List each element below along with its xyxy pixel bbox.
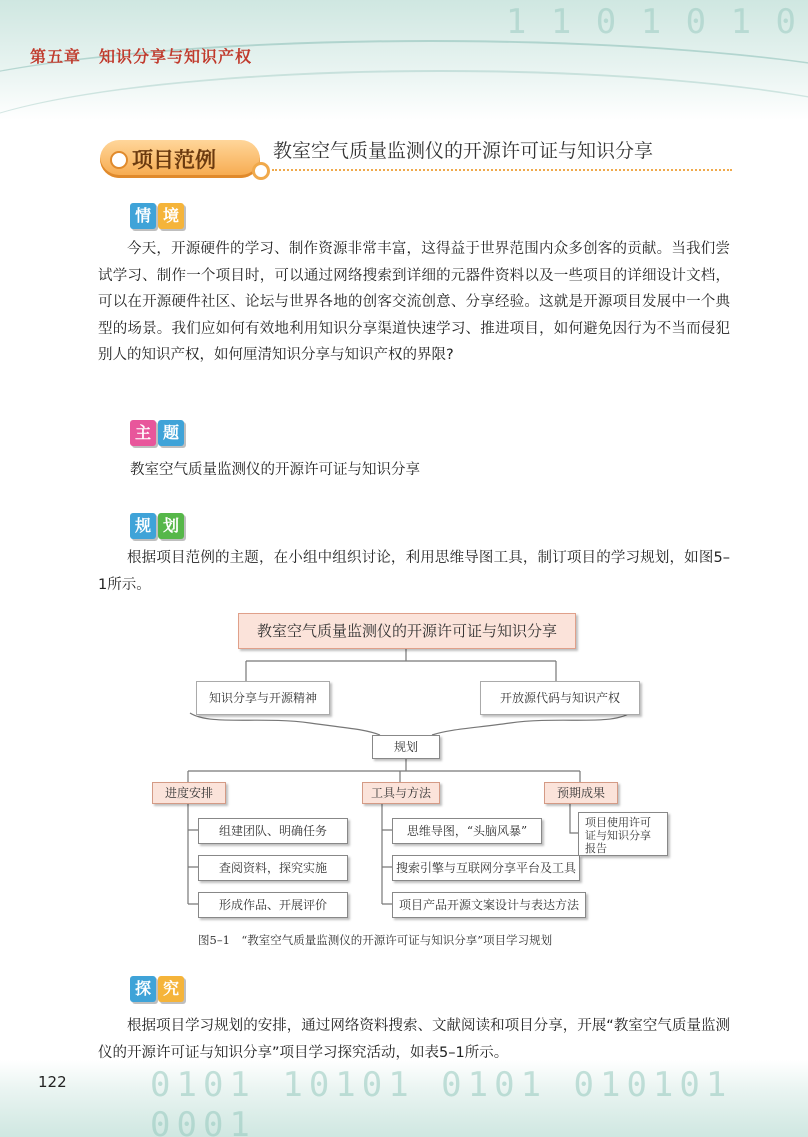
situation-text: 今天，开源硬件的学习、制作资源非常丰富，这得益于世界范围内众多创客的贡献。当我们尝试学习、制作一个项目时，可以通过网络搜索到详细的元器件资料以及一些项目的详细设计文档，可以在开源硬件社区、论坛与世界各地的创客交流创意、分享经验。这就是开源项目发展中一个典型的场景。我们应如何有效地利用知识分享渠道快速学习、推进项目，如何避免因行为不当而侵犯别人的知识产权，如何厘清知识分享与知识产权的界限? — [98, 241, 730, 363]
theme-tag — [130, 420, 186, 448]
section-banner — [100, 136, 740, 182]
connector — [188, 802, 198, 904]
tag-char: 主 — [130, 420, 156, 446]
connector — [382, 802, 392, 904]
banner-dot-icon — [110, 151, 128, 169]
category-tools: 工具与方法 — [362, 782, 440, 804]
tag-char: 题 — [158, 420, 184, 446]
mind-map-center-node: 规划 — [372, 735, 440, 759]
connector — [432, 713, 630, 735]
tools-item: 项目产品开源文案设计与表达方法 — [392, 892, 586, 918]
mind-map — [150, 611, 680, 921]
schedule-item: 形成作品、开展评价 — [198, 892, 348, 918]
connector — [570, 802, 578, 833]
footer-band — [0, 1060, 808, 1137]
schedule-item: 查阅资料，探究实施 — [198, 855, 348, 881]
schedule-item: 组建团队、明确任务 — [198, 818, 348, 844]
category-schedule: 进度安排 — [152, 782, 226, 804]
plan-tag — [130, 513, 186, 541]
category-outcome: 预期成果 — [544, 782, 618, 804]
chapter-heading — [30, 44, 252, 67]
figure-caption: 图5–1 “教室空气质量监测仪的开源许可证与知识分享”项目学习规划 — [198, 933, 553, 947]
tag-char: 情 — [130, 203, 156, 229]
outcome-item: 项目使用许可证与知识分享报告 — [578, 812, 668, 856]
explore-tag — [130, 976, 186, 1004]
tools-item: 思维导图，“头脑风暴” — [392, 818, 542, 844]
mind-map-left-node: 知识分享与开源精神 — [196, 681, 330, 715]
connector — [246, 647, 556, 681]
explore-text: 根据项目学习规划的安排，通过网络资料搜索、文献阅读和项目分享，开展“教室空气质量监测仪的开源许可证与知识分享”项目学习探究活动，如表5–1所示。 — [98, 1018, 730, 1061]
tag-char: 探 — [130, 976, 156, 1002]
tag-char: 境 — [158, 203, 184, 229]
connector — [190, 713, 380, 735]
banner-ring-icon — [252, 162, 270, 180]
chapter-number: 第五章 — [30, 47, 82, 66]
connector — [188, 757, 580, 782]
mind-map-root: 教室空气质量监测仪的开源许可证与知识分享 — [238, 613, 576, 649]
banner-dotted-rule — [272, 169, 732, 171]
decor-binary-bottom: 0101 10101 0101 010101 0001 — [150, 1065, 733, 1137]
banner-title: 教室空气质量监测仪的开源许可证与知识分享 — [273, 140, 654, 162]
plan-text: 根据项目范例的主题，在小组中组织讨论，利用思维导图工具，制订项目的学习规划，如图5–1所示。 — [98, 550, 730, 593]
theme-text: 教室空气质量监测仪的开源许可证与知识分享 — [130, 462, 420, 478]
tools-item: 搜索引擎与互联网分享平台及工具 — [392, 855, 580, 881]
banner-label: 项目范例 — [132, 148, 216, 172]
tag-char: 规 — [130, 513, 156, 539]
tag-char: 划 — [158, 513, 184, 539]
tag-char: 究 — [158, 976, 184, 1002]
situation-tag — [130, 203, 186, 231]
mind-map-right-node: 开放源代码与知识产权 — [480, 681, 640, 715]
decor-binary-top: 1 1 0 1 0 1 0 — [505, 2, 798, 42]
chapter-title: 知识分享与知识产权 — [99, 47, 253, 66]
page-number: 122 — [38, 1073, 67, 1091]
